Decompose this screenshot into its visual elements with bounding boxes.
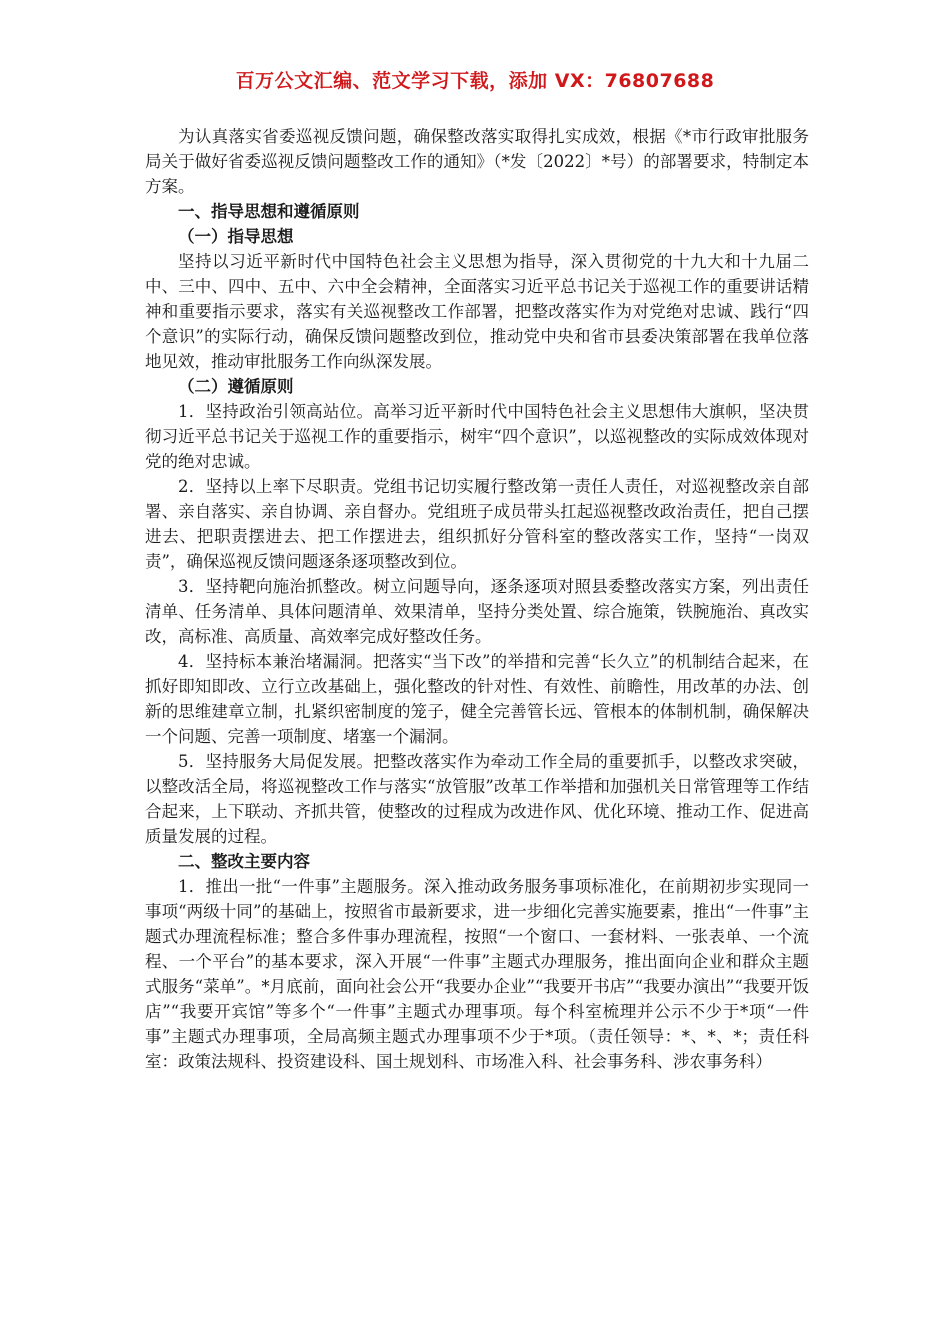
principle-4: 4．坚持标本兼治堵漏洞。把落实“当下改”的举措和完善“长久立”的机制结合起来，在抓好即知即改、立行立改基础上，强化整改的针对性、有效性、前瞻性，用改革的办法、创新的思维建章立制，扎紧织密制度的笼子，健全完善管长远、管根本的体制机制，确保解决一个问题、完善一项制度、堵塞一个漏洞。 [145,652,809,746]
principle-3: 3．坚持靶向施治抓整改。树立问题导向，逐条逐项对照县委整改落实方案，列出责任清单、任务清单、具体问题清单、效果清单，坚持分类处置、综合施策，铁腕施治、真改实改，高标准、高质量、高效率完成好整改任务。 [145,577,809,646]
principle-1: 1．坚持政治引领高站位。高举习近平新时代中国特色社会主义思想伟大旗帜，坚决贯彻习近平总书记关于巡视工作的重要指示，树牢“四个意识”，以巡视整改的实际成效体现对党的绝对忠诚。 [145,402,809,471]
intro-paragraph: 为认真落实省委巡视反馈问题，确保整改落实取得扎实成效，根据《*市行政审批服务局关于做好省委巡视反馈问题整改工作的通知》（*发〔2022〕*号）的部署要求，特制定本方案。 [145,127,809,196]
header-banner: 百万公文汇编、范文学习下载，添加 VX：76807688 [235,70,715,92]
guiding-thought-paragraph: 坚持以习近平新时代中国特色社会主义思想为指导，深入贯彻党的十九大和十九届二中、三中、四中、五中、六中全会精神，全面落实习近平总书记关于巡视工作的重要讲话精神和重要指示要求，落实有关巡视整改工作部署，把整改落实作为对党绝对忠诚、践行“四个意识”的实际行动，确保反馈问题整改到位，推动党中央和省市县委决策部署在我单位落地见效，推动审批服务工作向纵深发展。 [145,252,809,371]
section-1-heading: 一、指导思想和遵循原则 [178,202,360,221]
content-item-1: 1．推出一批“一件事”主题服务。深入推动政务服务事项标准化，在前期初步实现同一事项“两级十同”的基础上，按照省市最新要求，进一步细化完善实施要素，推出“一件事”主题式办理流程标准；整合多件事办理流程，按照“一个窗口、一套材料、一张表单、一个流程、一个平台”的基本要求，深入开展“一件事”主题式办理服务，推出面向企业和群众主题式服务“菜单”。*月底前，面向社会公开“我要办企业”“我要开书店”“我要办演出”“我要开饭店”“我要开宾馆”等多个“一件事”主题式办理事项。每个科室梳理并公示不少于*项“一件事”主题式办理事项，全局高频主题式办理事项不少于*项。（责任领导：*、*、*；责任科室：政策法规科、投资建设科、国土规划科、市场准入科、社会事务科、涉农事务科） [145,877,809,1071]
principle-5: 5．坚持服务大局促发展。把整改落实作为牵动工作全局的重要抓手，以整改求突破，以整改活全局，将巡视整改工作与落实“放管服”改革工作举措和加强机关日常管理等工作结合起来，上下联动、齐抓共管，使整改的过程成为改进作风、优化环境、推动工作、促进高质量发展的过程。 [145,752,809,846]
document-body [145,124,809,1074]
section-2-heading: 二、整改主要内容 [178,852,310,871]
section-1-1-heading: （一）指导思想 [178,227,294,246]
principle-2: 2．坚持以上率下尽职责。党组书记切实履行整改第一责任人责任，对巡视整改亲自部署、亲自落实、亲自协调、亲自督办。党组班子成员带头扛起巡视整改政治责任，把自己摆进去、把职责摆进去、把工作摆进去，组织抓好分管科室的整改落实工作，坚持“一岗双责”，确保巡视反馈问题逐条逐项整改到位。 [145,477,809,571]
section-1-2-heading: （二）遵循原则 [178,377,294,396]
